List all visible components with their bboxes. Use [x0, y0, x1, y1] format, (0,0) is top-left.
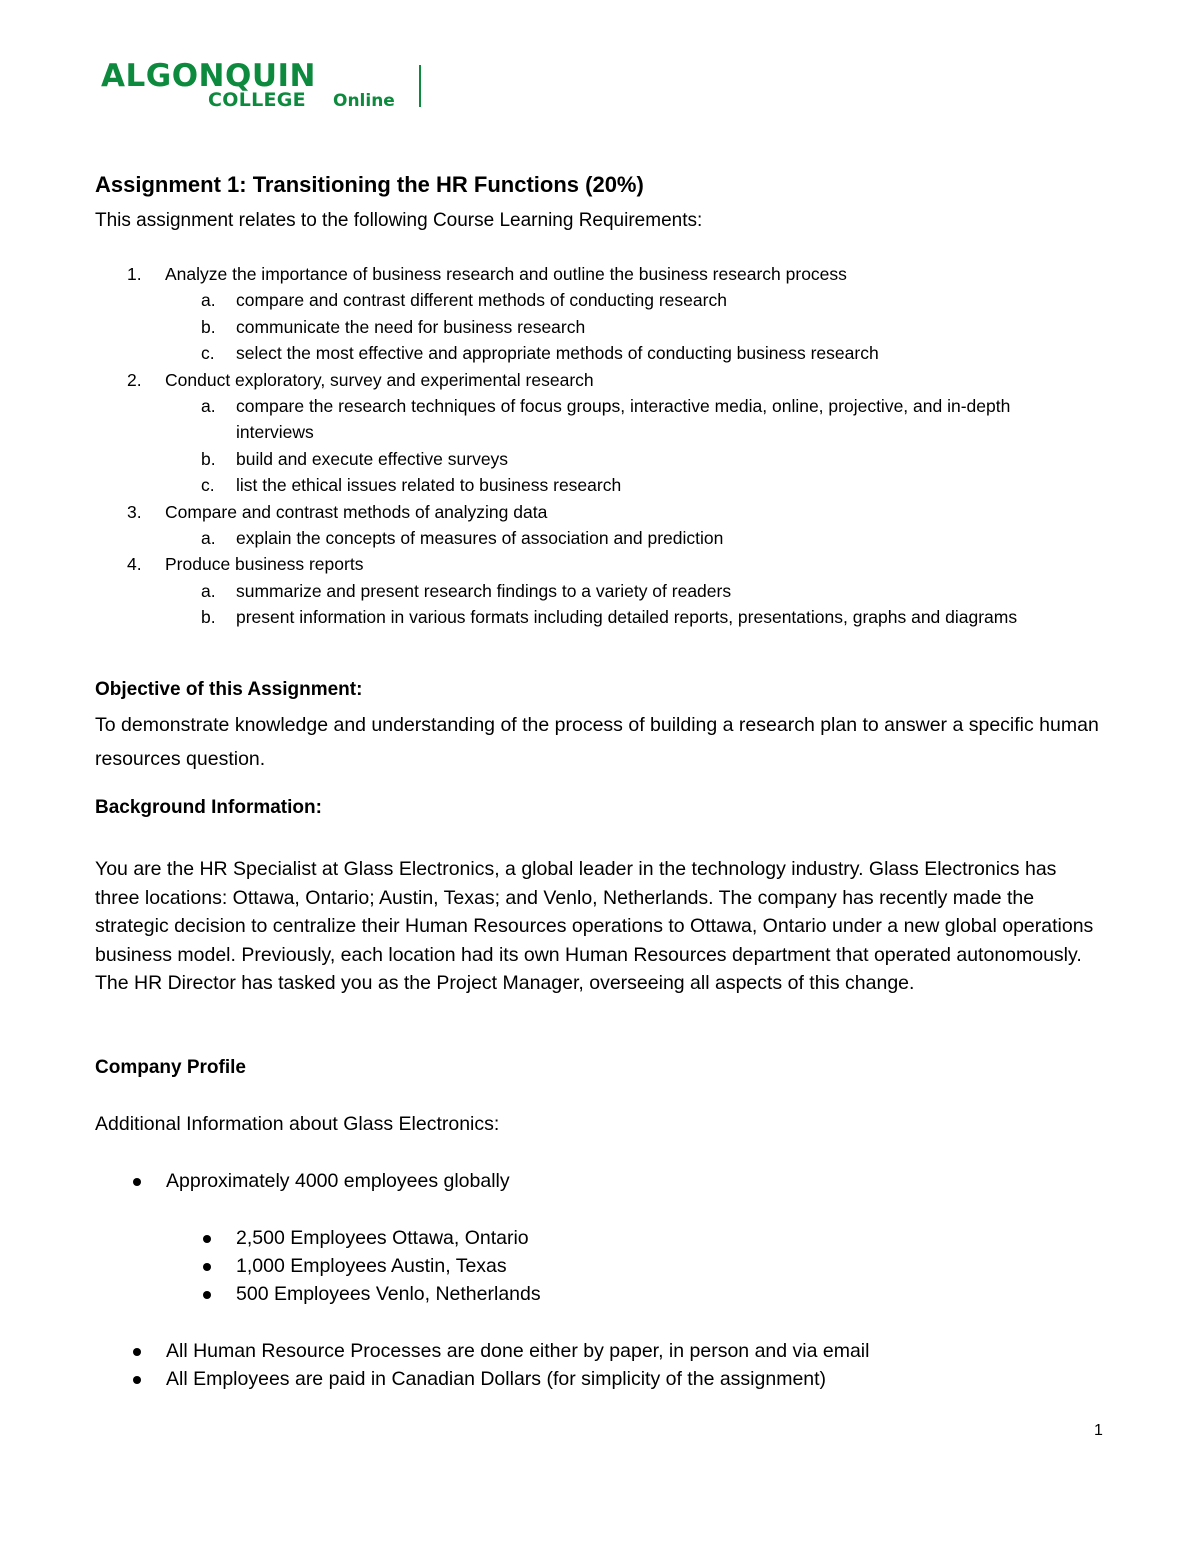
- clr-sub-text: compare and contrast different methods of conducting research: [236, 290, 727, 311]
- bullet-text: All Employees are paid in Canadian Dollars (for simplicity of the assignment): [166, 1368, 827, 1390]
- clr-sub-text: summarize and present research findings to a variety of readers: [236, 580, 732, 601]
- clr-sub-item: [165, 340, 1095, 366]
- clr-sub-list: [165, 393, 1095, 499]
- clr-sub-item: [165, 472, 1095, 498]
- clr-number: 2.: [127, 369, 142, 390]
- clr-sub-list: [165, 578, 1095, 631]
- clr-sub-text: explain the concepts of measures of association and prediction: [236, 528, 724, 549]
- clr-sub-letter: b.: [201, 316, 216, 337]
- clr-sub-letter: c.: [201, 343, 215, 364]
- college-logo: [101, 60, 401, 112]
- clr-number: 4.: [127, 554, 142, 575]
- clr-sub-item: [165, 604, 1095, 630]
- assignment-title: Assignment 1: Transitioning the HR Functions (20%): [95, 172, 644, 197]
- bullet-text: 1,000 Employees Austin, Texas: [236, 1255, 507, 1277]
- clr-text: Compare and contrast methods of analyzing data: [165, 501, 548, 522]
- bullet-text: Approximately 4000 employees globally: [166, 1170, 510, 1192]
- bullet-dot-icon: [133, 1178, 141, 1186]
- clr-sub-text: list the ethical issues related to business research: [236, 475, 622, 496]
- clr-sub-list: [165, 287, 1095, 366]
- clr-sub-item: [165, 446, 1095, 472]
- clr-sub-text: select the most effective and appropriate methods of conducting business research: [236, 343, 879, 364]
- clr-sub-item: [165, 525, 1095, 551]
- bullet-text: 2,500 Employees Ottawa, Ontario: [236, 1227, 529, 1249]
- clr-sub-text: compare the research techniques of focus groups, interactive media, online, projective, and in-depth interviews: [236, 396, 1011, 443]
- clr-sub-text: communicate the need for business research: [236, 316, 586, 337]
- clr-item: [95, 499, 1095, 552]
- clr-text: Analyze the importance of business research and outline the business research process: [165, 264, 847, 284]
- clr-text: Produce business reports: [165, 554, 364, 575]
- bullet-dot-icon: [203, 1235, 211, 1243]
- clr-item: [95, 367, 1095, 499]
- background-heading: Background Information:: [95, 797, 322, 818]
- assignment-intro: This assignment relates to the following Course Learning Requirements:: [95, 210, 703, 231]
- bullet-text: 500 Employees Venlo, Netherlands: [236, 1283, 541, 1305]
- clr-number: 3.: [127, 501, 142, 522]
- clr-sub-list: [165, 525, 1095, 551]
- bullet-dot-icon: [203, 1263, 211, 1271]
- clr-sub-letter: a.: [201, 396, 216, 417]
- company-profile-heading: Company Profile: [95, 1057, 246, 1078]
- clr-sub-item: [165, 578, 1095, 604]
- objective-heading: Objective of this Assignment:: [95, 679, 363, 700]
- logo-sub-text: COLLEGE: [208, 89, 306, 111]
- clr-item: [95, 551, 1095, 630]
- logo-divider: [419, 65, 421, 107]
- clr-item: [95, 261, 1095, 367]
- objective-text: To demonstrate knowledge and understanding of the process of building a research plan to answer a specific human resources question.: [95, 714, 1099, 770]
- clr-sub-letter: c.: [201, 475, 215, 496]
- background-text: You are the HR Specialist at Glass Electronics, a global leader in the technology industry. Glass Electronics has three locations: Ottawa, Ontario; Austin, Texas; and Venlo, Netherlands. The company has recently made the strategic decision to centralize their Human Resources operations to Ottawa, Ontario under a new global operations business model. Previously, each location had its own Human Resources department that operated autonomously. The HR Director has tasked you as the Project Manager, overseeing all aspects of this change.: [95, 858, 1094, 995]
- clr-sub-item: [165, 393, 1095, 446]
- clr-sub-letter: a.: [201, 290, 216, 311]
- clr-sub-letter: a.: [201, 528, 216, 549]
- additional-info-text: Additional Information about Glass Electronics:: [95, 1113, 500, 1135]
- clr-sub-item: [165, 287, 1095, 313]
- clr-sub-text: build and execute effective surveys: [236, 448, 509, 469]
- clr-sub-letter: a.: [201, 580, 216, 601]
- clr-sub-text: present information in various formats including detailed reports, presentations, graphs and diagrams: [236, 607, 1018, 628]
- clr-sub-item: [165, 314, 1095, 340]
- clr-sub-letter: b.: [201, 448, 216, 469]
- bullet-dot-icon: [133, 1376, 141, 1384]
- bullet-text: All Human Resource Processes are done either by paper, in person and via email: [166, 1340, 870, 1362]
- logo-online-text: Online: [333, 91, 395, 111]
- clr-number: 1.: [127, 264, 142, 284]
- clr-sub-letter: b.: [201, 607, 216, 628]
- bullet-dot-icon: [203, 1291, 211, 1299]
- clr-text: Conduct exploratory, survey and experimental research: [165, 369, 594, 390]
- clr-list: [95, 261, 1095, 631]
- page-number: 1: [1094, 1422, 1103, 1439]
- bullet-dot-icon: [133, 1348, 141, 1356]
- logo-main-text: ALGONQUIN: [101, 58, 316, 94]
